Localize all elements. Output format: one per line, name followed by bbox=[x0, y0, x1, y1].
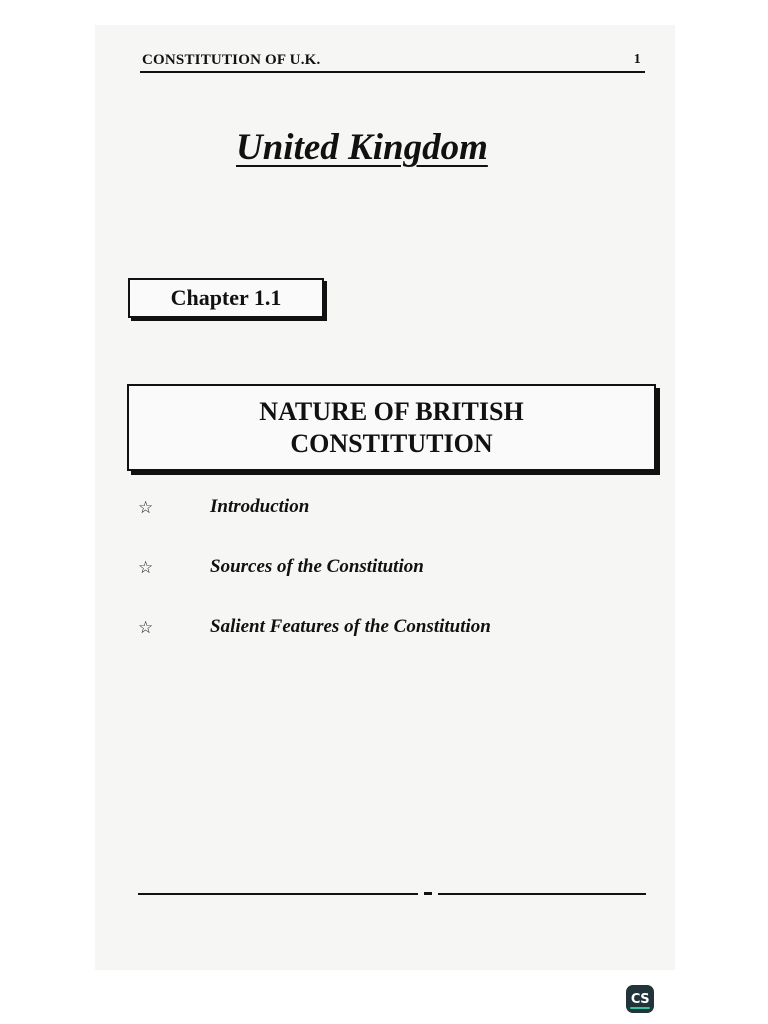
page-number: 1 bbox=[633, 52, 641, 67]
footer-rule-dot bbox=[424, 892, 432, 895]
star-outline-icon: ☆ bbox=[138, 498, 154, 518]
running-head-title: CONSTITUTION OF U.K. bbox=[142, 52, 321, 68]
list-item bbox=[138, 496, 618, 556]
list-item bbox=[138, 616, 618, 676]
header-rule bbox=[140, 71, 645, 73]
camscanner-logo bbox=[626, 985, 654, 1013]
chapter-title-box bbox=[127, 384, 656, 471]
running-head bbox=[140, 50, 645, 72]
topic-label: Sources of the Constitution bbox=[210, 556, 424, 577]
chapter-number-box bbox=[128, 278, 324, 318]
list-item bbox=[138, 556, 618, 616]
chapter-number: Chapter 1.1 bbox=[170, 285, 282, 310]
camscanner-logo-text: CS bbox=[630, 991, 650, 1007]
footer-rule-right bbox=[438, 893, 646, 895]
footer-rule-left bbox=[138, 893, 418, 895]
star-outline-icon: ☆ bbox=[138, 558, 154, 578]
topic-list bbox=[138, 496, 618, 676]
topic-label: Salient Features of the Constitution bbox=[210, 616, 491, 637]
topic-label: Introduction bbox=[210, 496, 310, 517]
star-outline-icon: ☆ bbox=[138, 618, 154, 638]
chapter-title-line-1: NATURE OF BRITISH bbox=[259, 396, 524, 426]
page-title: United Kingdom bbox=[236, 127, 488, 168]
chapter-title-line-2: CONSTITUTION bbox=[290, 428, 493, 458]
